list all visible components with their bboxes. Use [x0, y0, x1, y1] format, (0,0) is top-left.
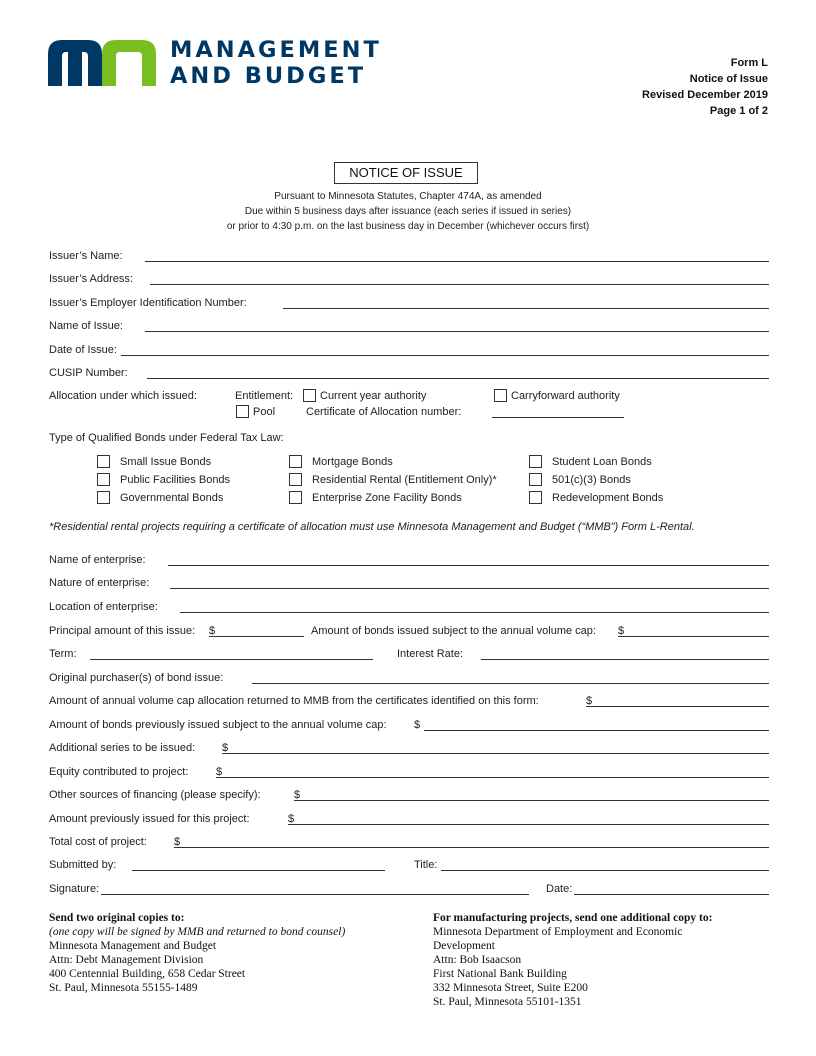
public-facilities-checkbox[interactable] [97, 473, 110, 486]
additional-series-field[interactable] [222, 753, 769, 754]
other-sources-field[interactable] [294, 800, 769, 801]
carryforward-label: Carryforward authority [511, 390, 620, 402]
dollar-sign: $ [174, 836, 181, 848]
additional-series-label: Additional series to be issued: [49, 742, 196, 754]
current-year-checkbox[interactable] [303, 389, 316, 402]
issuer-name-label: Issuer’s Name: [49, 250, 123, 262]
date-of-issue-field[interactable] [121, 355, 769, 356]
bond-type-label: 501(c)(3) Bonds [552, 474, 631, 486]
equity-label: Equity contributed to project: [49, 766, 189, 778]
dollar-sign: $ [586, 695, 593, 707]
dollar-sign: $ [618, 625, 625, 637]
address-line: Minnesota Department of Employment and Economic [433, 926, 683, 938]
form-meta [642, 55, 768, 119]
date-of-issue-label: Date of Issue: [49, 344, 117, 356]
total-cost-field[interactable] [174, 847, 769, 848]
signature-label: Signature: [49, 883, 100, 895]
bond-types-label: Type of Qualified Bonds under Federal Tax Law: [49, 432, 284, 444]
principal-field[interactable] [209, 636, 304, 637]
certificate-label: Certificate of Allocation number: [306, 406, 462, 418]
certificate-field[interactable] [492, 417, 624, 418]
pool-checkbox[interactable] [236, 405, 249, 418]
total-cost-label: Total cost of project: [49, 836, 147, 848]
submitted-by-label: Submitted by: [49, 859, 117, 871]
term-label: Term: [49, 648, 77, 660]
date-field[interactable] [574, 894, 769, 895]
address-line: 400 Centennial Building, 658 Cedar Street [49, 968, 246, 980]
mn-logo-icon [48, 40, 156, 86]
previously-subject-field[interactable] [424, 730, 769, 731]
bond-type-label: Mortgage Bonds [312, 456, 393, 468]
enterprise-name-label: Name of enterprise: [49, 554, 146, 566]
term-field[interactable] [90, 659, 373, 660]
issuer-ein-field[interactable] [283, 308, 769, 309]
subtitle-line-2: Due within 5 business days after issuance (each series if issued in series) [244, 206, 572, 217]
footnote: *Residential rental projects requiring a certificate of allocation must use Minnesota Management and Budget (“MMB”) Form L-Rental. [49, 521, 695, 533]
mortgage-checkbox[interactable] [289, 455, 302, 468]
enterprise-name-field[interactable] [168, 565, 769, 566]
address-line: Minnesota Management and Budget [49, 940, 217, 952]
previously-issued-field[interactable] [288, 824, 769, 825]
bond-type-label: Enterprise Zone Facility Bonds [312, 492, 462, 504]
bond-type-label: Small Issue Bonds [120, 456, 212, 468]
subtitle-line-1: Pursuant to Minnesota Statutes, Chapter 474A, as amended [274, 191, 542, 202]
page-title: NOTICE OF ISSUE [334, 162, 478, 184]
returned-field[interactable] [586, 706, 769, 707]
subject-cap-field[interactable] [618, 636, 769, 637]
returned-label: Amount of annual volume cap allocation returned to MMB from the certificates identified on this form: [49, 695, 539, 707]
bond-type-label: Redevelopment Bonds [552, 492, 664, 504]
dollar-sign: $ [209, 625, 216, 637]
submitted-by-field[interactable] [132, 870, 385, 871]
bond-type-label: Residential Rental (Entitlement Only)* [312, 474, 497, 486]
interest-rate-label: Interest Rate: [397, 648, 464, 660]
form-number: Form L [730, 57, 768, 69]
bond-type-label: Governmental Bonds [120, 492, 224, 504]
dollar-sign: $ [294, 789, 301, 801]
previously-issued-label: Amount previously issued for this project: [49, 813, 250, 825]
address-line: Development [433, 940, 495, 952]
current-year-label: Current year authority [320, 390, 427, 402]
dollar-sign: $ [222, 742, 229, 754]
enterprise-location-label: Location of enterprise: [49, 601, 158, 613]
form-revised: Revised December 2019 [642, 89, 768, 101]
address-line: First National Bank Building [433, 968, 567, 980]
address-line: 332 Minnesota Street, Suite E200 [433, 982, 588, 994]
other-sources-label: Other sources of financing (please specify): [49, 789, 261, 801]
send-right-block [433, 911, 773, 1009]
title-field[interactable] [441, 870, 769, 871]
send-right-heading: For manufacturing projects, send one additional copy to: [433, 912, 713, 924]
cusip-field[interactable] [147, 378, 769, 379]
redevelopment-checkbox[interactable] [529, 491, 542, 504]
address-line: Attn: Debt Management Division [49, 954, 204, 966]
signature-field[interactable] [101, 894, 529, 895]
send-left-block [49, 911, 419, 995]
carryforward-checkbox[interactable] [494, 389, 507, 402]
issuer-address-label: Issuer’s Address: [49, 273, 133, 285]
residential-rental-checkbox[interactable] [289, 473, 302, 486]
send-left-heading: Send two original copies to: [49, 912, 185, 924]
principal-label: Principal amount of this issue: [49, 625, 196, 637]
dollar-sign: $ [414, 719, 421, 731]
purchaser-label: Original purchaser(s) of bond issue: [49, 672, 224, 684]
small-issue-checkbox[interactable] [97, 455, 110, 468]
enterprise-location-field[interactable] [180, 612, 769, 613]
issuer-name-field[interactable] [145, 261, 769, 262]
date-label: Date: [546, 883, 573, 895]
interest-rate-field[interactable] [481, 659, 769, 660]
name-of-issue-field[interactable] [145, 331, 769, 332]
address-line: Attn: Bob Isaacson [433, 954, 522, 966]
entitlement-label: Entitlement: [235, 390, 294, 402]
subtitle-line-3: or prior to 4:30 p.m. on the last business day in December (whichever occurs first) [226, 221, 590, 232]
dollar-sign: $ [216, 766, 223, 778]
cusip-label: CUSIP Number: [49, 367, 128, 379]
form-name: Notice of Issue [689, 73, 768, 85]
pool-label: Pool [253, 406, 276, 418]
issuer-address-field[interactable] [150, 284, 769, 285]
allocation-label: Allocation under which issued: [49, 390, 197, 402]
equity-field[interactable] [216, 777, 769, 778]
dollar-sign: $ [288, 813, 295, 825]
enterprise-nature-label: Nature of enterprise: [49, 577, 150, 589]
enterprise-nature-field[interactable] [170, 588, 769, 589]
address-line: St. Paul, Minnesota 55101-1351 [433, 996, 582, 1008]
name-of-issue-label: Name of Issue: [49, 320, 123, 332]
page-number: Page 1 of 2 [709, 105, 768, 117]
501c3-checkbox[interactable] [529, 473, 542, 486]
brand-line-2: AND BUDGET [170, 63, 367, 89]
send-left-note: (one copy will be signed by MMB and returned to bond counsel) [49, 926, 346, 938]
purchaser-field[interactable] [252, 683, 769, 684]
bond-type-label: Public Facilities Bonds [120, 474, 231, 486]
student-loan-checkbox[interactable] [529, 455, 542, 468]
address-line: St. Paul, Minnesota 55155-1489 [49, 982, 198, 994]
previously-subject-label: Amount of bonds previously issued subject to the annual volume cap: [49, 719, 387, 731]
issuer-ein-label: Issuer’s Employer Identification Number: [49, 297, 247, 309]
brand-line-1: MANAGEMENT [170, 37, 382, 63]
bond-type-label: Student Loan Bonds [552, 456, 652, 468]
enterprise-zone-checkbox[interactable] [289, 491, 302, 504]
title-label: Title: [414, 859, 438, 871]
subject-cap-label: Amount of bonds issued subject to the annual volume cap: [311, 625, 596, 637]
governmental-checkbox[interactable] [97, 491, 110, 504]
